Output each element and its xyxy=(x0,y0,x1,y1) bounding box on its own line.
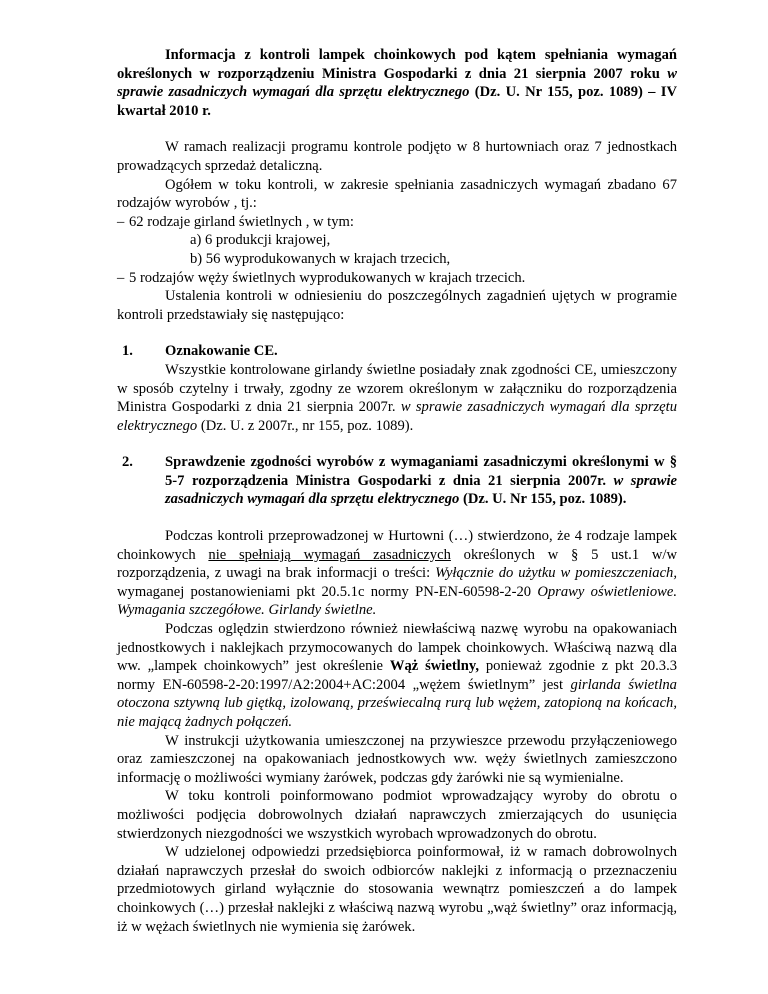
section-2-paragraph-3: W instrukcji użytkowania umieszczonej na przywieszce przewodu przyłączeniowego oraz zamieszczonej na opakowaniach jednostkowych ww. węży świetlnych zamieszczono informację o możliwości wymiany żarówek, podczas gdy żarówki nie są wymienialne. xyxy=(117,732,677,786)
section-1-text-end: (Dz. U. z 2007r., nr 155, poz. 1089). xyxy=(197,417,414,434)
list-item xyxy=(117,269,677,288)
p2-text-2: ponieważ zgodnie z pkt 20.3.3 normy EN-60598-2-20:1997/A2:2004+AC:2004 „wężem świetlnym” jest xyxy=(117,658,678,693)
intro-paragraph-1: W ramach realizacji programu kontrole podjęto w 8 hurtowniach oraz 7 jednostkach prowadzących sprzedaż detaliczną. xyxy=(117,139,677,174)
p1-italic-1: Wyłącznie do użytku w pomieszczeniach, xyxy=(435,565,677,582)
section-heading-text: Sprawdzenie zgodności wyrobów z wymaganiami zasadniczymi określonymi w § 5-7 rozporządzenia Ministra Gospodarki z dnia 21 sierpnia 2007r. xyxy=(165,454,677,489)
section-2-paragraph-4: W toku kontroli poinformowano podmiot wprowadzający wyroby do obrotu o możliwości podjęcia dobrowolnych działań naprawczych zmierzających do usunięcia stwierdzonych niezgodności we wszystkich wyrobach wprowadzonych do obrotu. xyxy=(117,788,677,842)
dash-bullet: – xyxy=(117,213,125,230)
sub-item-b: b) 56 wyprodukowanych w krajach trzecich, xyxy=(190,250,451,267)
title-text-end: (Dz. U. Nr 155, poz. 1089) – IV kwartał 2010 r. xyxy=(117,84,677,119)
section-number: 1. xyxy=(122,343,133,360)
p2-text: Podczas oględzin stwierdzono również niewłaściwą nazwę wyrobu na opakowaniach jednostkowych i naklejkach przymocowanych do lampek choinkowych. Właściwą nazwą dla ww. „lampek choinkowych” jest określenie xyxy=(117,621,677,675)
section-1-text: Wszystkie kontrolowane girlandy świetlne posiadały znak zgodności CE, umieszczony w sposób czytelny i trwały, zgodny ze wzorem określonym w załączniku do rozporządzenia Ministra Gospodarki z dnia 21 sierpnia 2007r. xyxy=(117,361,677,416)
section-2-paragraph-5: W udzielonej odpowiedzi przedsiębiorca poinformował, iż w ramach dobrowolnych działań naprawczych przesłał do swoich odbiorców naklejki z informacją o przeznaczeniu przedmiotowych girland wyłącznie do stosowania wewnątrz pomieszczeń a do lampek choinkowych (…) przesłał naklejki z właściwą nazwą wyrobu „wąż świetlny” oraz informacją, iż w wężach świetlnych nie wymienia się żarówek. xyxy=(117,844,677,935)
section-2-paragraph-1 xyxy=(117,527,677,620)
section-1-paragraph xyxy=(117,361,677,435)
section-heading-text: Oznakowanie CE. xyxy=(165,343,278,360)
section-heading-text-end: (Dz. U. Nr 155, poz. 1089). xyxy=(459,491,627,508)
section-heading-italic: w sprawie zasadniczych wymagań dla sprzętu elektrycznego xyxy=(165,472,677,508)
intro-paragraph-2: Ogółem w toku kontroli, w zakresie spełniania zasadniczych wymagań zbadano 67 rodzajów wyrobów , tj.: xyxy=(117,176,677,212)
document-title xyxy=(117,46,677,120)
list-item-text: 62 rodzaje girland świetlnych , w tym: xyxy=(129,213,354,230)
p1-italic-2: Oprawy oświetleniowe. Wymagania szczegółowe. Girlandy świetlne. xyxy=(117,583,677,619)
section-2-heading xyxy=(117,453,677,509)
p2-italic: girlanda świetlna otoczona sztywną lub giętką, izolowaną, przeświecalną rurą lub wężem, zatopioną na końcach, nie mającą żadnych połączeń. xyxy=(117,676,677,730)
p1-underlined: nie spełniają wymagań zasadniczych xyxy=(208,546,451,563)
list-item xyxy=(117,213,677,232)
section-number: 2. xyxy=(122,454,133,471)
section-1-heading xyxy=(117,342,677,361)
document-page xyxy=(117,46,677,936)
title-text: Informacja z kontroli lampek choinkowych pod kątem spełniania wymagań określonych w rozporządzeniu Ministra Gospodarki z dnia 21 sierpnia 2007 roku xyxy=(117,47,677,82)
dash-bullet: – xyxy=(117,269,125,286)
sub-item-a: a) 6 produkcji krajowej, xyxy=(190,232,331,249)
intro-paragraph-3: Ustalenia kontroli w odniesieniu do poszczególnych zagadnień ujętych w programie kontroli przedstawiały się następująco: xyxy=(117,288,677,323)
p1-text-3: wymaganej postanowieniami pkt 20.5.1c normy PN-EN-60598-2-20 xyxy=(117,583,538,600)
p1-text: Podczas kontroli przeprowadzonej w Hurtowni (…) stwierdzono, że 4 rodzaje lampek choinkowych xyxy=(117,528,677,563)
title-italic: w sprawie zasadniczych wymagań dla sprzętu elektrycznego xyxy=(117,65,677,101)
p2-bold: Wąż świetlny, xyxy=(389,658,479,675)
section-2-paragraph-2 xyxy=(117,620,677,732)
list-item-text: 5 rodzajów węży świetlnych wyprodukowanych w krajach trzecich. xyxy=(129,269,526,286)
p1-text-2: określonych w § 5 ust.1 w/w rozporządzenia, z uwagi na brak informacji o treści: xyxy=(117,546,677,582)
section-1-italic: w sprawie zasadniczych wymagań dla sprzętu elektrycznego xyxy=(117,399,677,434)
